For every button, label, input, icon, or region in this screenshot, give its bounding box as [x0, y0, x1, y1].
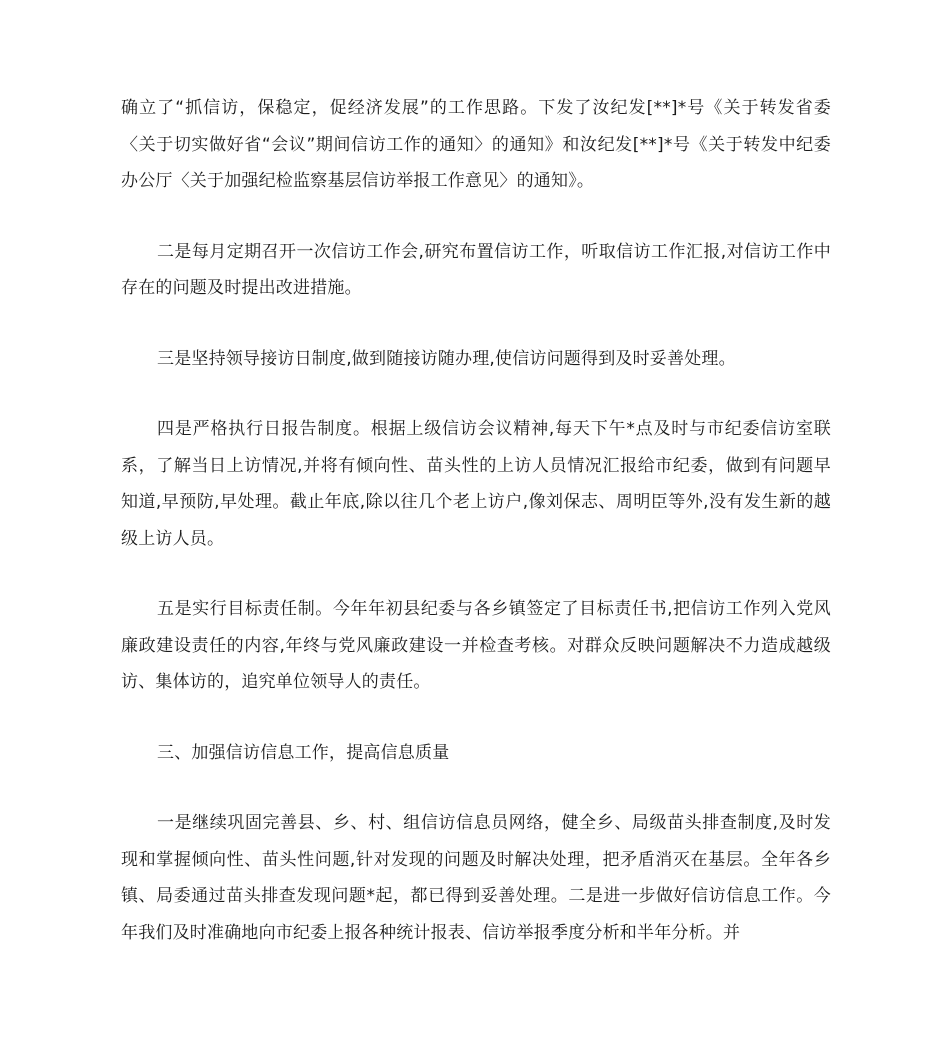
paragraph-gap [121, 200, 831, 234]
paragraph-gap [121, 557, 831, 591]
paragraph-gap [121, 377, 831, 411]
paragraph-information-network: 一是继续巩固完善县、乡、村、组信访信息员网络，健全乡、局级苗头排查制度,及时发现和掌握倾向性、苗头性问题,针对发现的问题及时解决处理，把矛盾消灭在基层。全年各乡镇、局委通过苗头排查发现问题*起，都已得到妥善处理。二是进一步做好信访信息工作。今年我们及时准确地向市纪委上报各种统计报表、信访举报季度分析和半年分析。并 [121, 813, 831, 943]
paragraph-gap [121, 307, 831, 341]
paragraph-daily-report: 四是严格执行日报告制度。根据上级信访会议精神,每天下午*点及时与市纪委信访室联系，了解当日上访情况,并将有倾向性、苗头性的上访人员情况汇报给市纪委，做到有问题早知道,早预防,早处理。截止年底,除以往几个老上访户,像刘保志、周明臣等外,没有发生新的越级上访人员。 [121, 419, 831, 549]
paragraph-work-approach: 确立了“抓信访，保稳定，促经济发展”的工作思路。下发了汝纪发[**]*号《关于转发省委〈关于切实做好省“会议”期间信访工作的通知〉的通知》和汝纪发[**]*号《关于转发中纪委办公厅〈关于加强纪检监察基层信访举报工作意见〉的通知》。 [121, 98, 831, 191]
document-body [121, 90, 831, 951]
paragraph-gap [121, 771, 831, 805]
paragraph-gap [121, 701, 831, 735]
paragraph-monthly-meeting: 二是每月定期召开一次信访工作会,研究布置信访工作，听取信访工作汇报,对信访工作中存在的问题及时提出改进措施。 [121, 241, 831, 298]
paragraph-leader-reception: 三是坚持领导接访日制度,做到随接访随办理,使信访问题得到及时妥善处理。 [157, 348, 736, 369]
section-heading-information: 三、加强信访信息工作，提高信息质量 [157, 742, 450, 763]
paragraph-target-responsibility: 五是实行目标责任制。今年年初县纪委与各乡镇签定了目标责任书,把信访工作列入党风廉政建设责任的内容,年终与党风廉政建设一并检查考核。对群众反映问题解决不力造成越级访、集体访的，追究单位领导人的责任。 [121, 599, 831, 692]
